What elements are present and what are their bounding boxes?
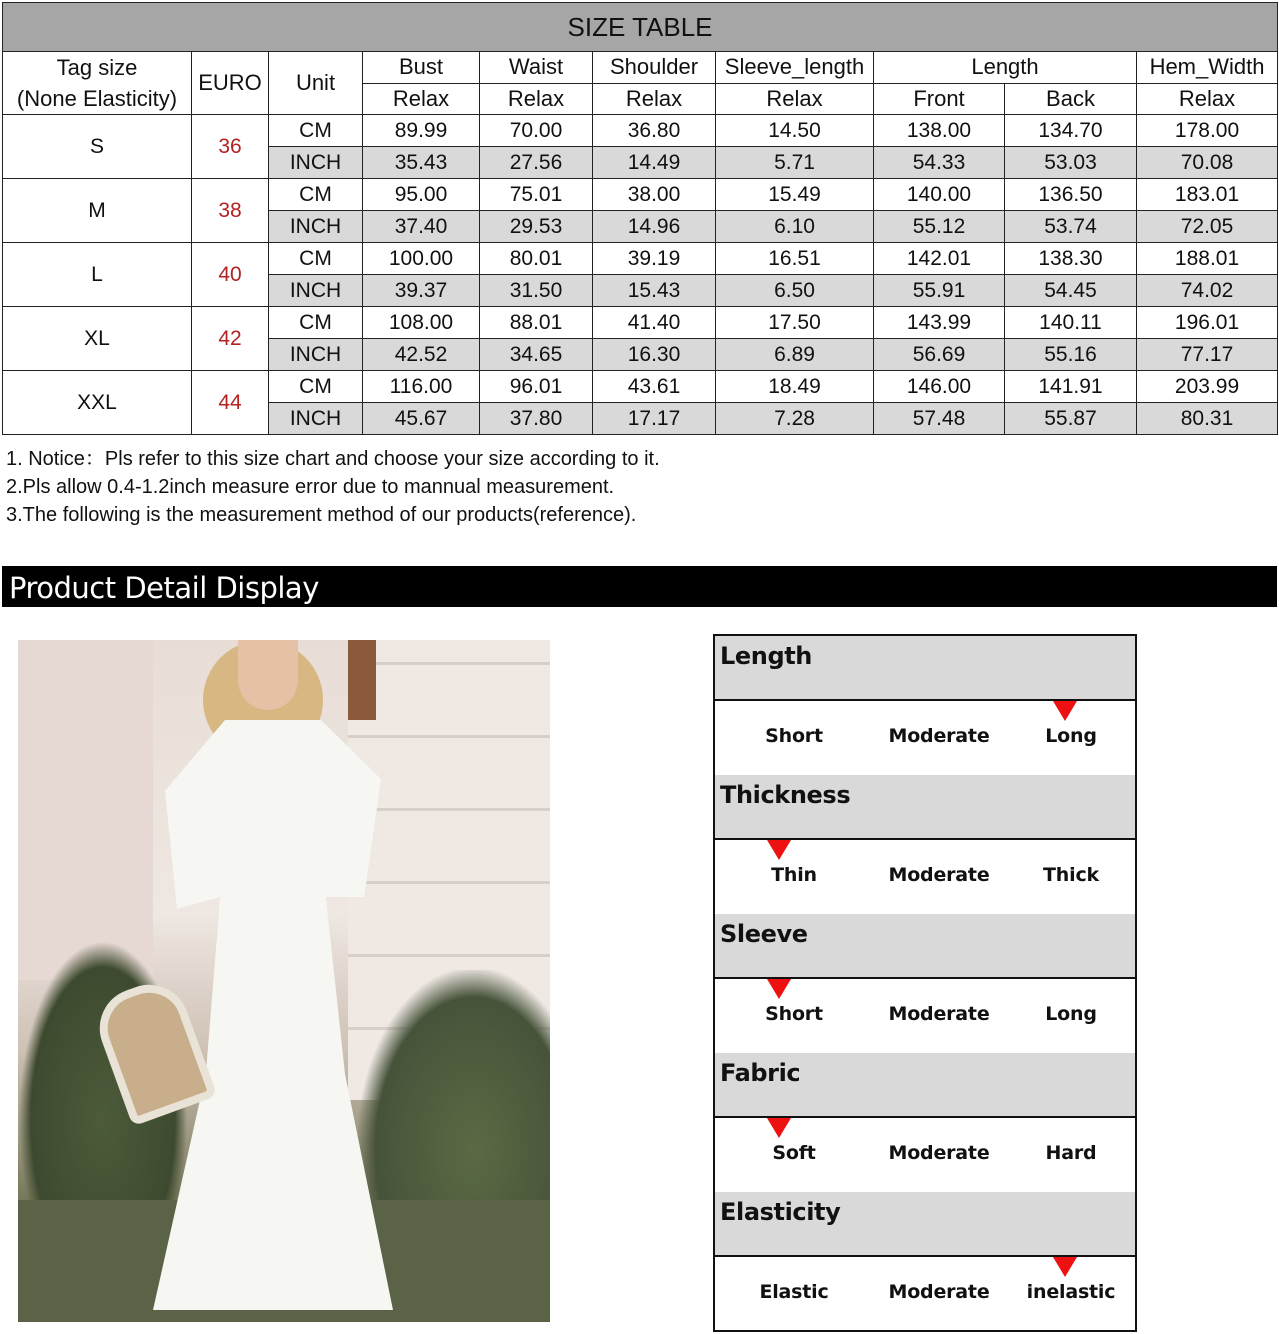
euro-size: 40 (192, 243, 269, 307)
note-3: 3.The following is the measurement method of our products(reference). (6, 504, 637, 526)
measurement-cell: 39.37 (363, 275, 480, 307)
size-label: M (3, 179, 192, 243)
header-sleeve-length: Sleeve_length (716, 52, 874, 84)
attribute-option: Short (765, 1003, 823, 1025)
section-title-product-detail: Product Detail Display (2, 566, 1277, 607)
measurement-cell: 80.01 (480, 243, 593, 275)
subheader-bust: Relax (363, 83, 480, 115)
measurement-cell: 45.67 (363, 403, 480, 435)
measurement-cell: 15.49 (716, 179, 874, 211)
subheader-front: Front (874, 83, 1005, 115)
attribute-option: Moderate (888, 1003, 990, 1025)
unit-label: CM (269, 307, 363, 339)
measurement-cell: 35.43 (363, 147, 480, 179)
notes (6, 445, 660, 529)
attribute-scale-thickness (715, 840, 1135, 914)
measurement-cell: 6.50 (716, 275, 874, 307)
measurement-cell: 54.45 (1005, 275, 1137, 307)
header-euro: EURO (192, 52, 269, 115)
measurement-cell: 55.16 (1005, 339, 1137, 371)
subheader-hem-width: Relax (1137, 83, 1278, 115)
header-tag-size (3, 52, 192, 115)
measurement-cell: 146.00 (874, 371, 1005, 403)
measurement-cell: 43.61 (593, 371, 716, 403)
measurement-cell: 134.70 (1005, 115, 1137, 147)
subheader-waist: Relax (480, 83, 593, 115)
measurement-cell: 96.01 (480, 371, 593, 403)
header-bust: Bust (363, 52, 480, 84)
measurement-cell: 142.01 (874, 243, 1005, 275)
measurement-cell: 75.01 (480, 179, 593, 211)
table-row (3, 179, 1278, 211)
photo-model-face (238, 640, 298, 710)
note-2: 2.Pls allow 0.4-1.2inch measure error due to mannual measurement. (6, 476, 615, 498)
measurement-cell: 138.00 (874, 115, 1005, 147)
photo-wall (18, 640, 153, 980)
measurement-cell: 18.49 (716, 371, 874, 403)
header-length: Length (874, 52, 1137, 84)
unit-label: INCH (269, 211, 363, 243)
attribute-option: Moderate (888, 864, 990, 886)
attribute-option: Thick (1043, 864, 1099, 886)
attribute-heading-sleeve: Sleeve (715, 914, 1135, 979)
attribute-option: Long (1045, 1003, 1097, 1025)
attribute-option: Moderate (888, 1281, 990, 1303)
euro-size: 38 (192, 179, 269, 243)
attribute-option: Moderate (888, 725, 990, 747)
measurement-cell: 27.56 (480, 147, 593, 179)
selected-marker-icon (767, 840, 791, 860)
measurement-cell: 16.30 (593, 339, 716, 371)
size-label: L (3, 243, 192, 307)
measurement-cell: 53.03 (1005, 147, 1137, 179)
measurement-cell: 136.50 (1005, 179, 1137, 211)
header-shoulder: Shoulder (593, 52, 716, 84)
measurement-cell: 15.43 (593, 275, 716, 307)
attribute-heading-length: Length (715, 636, 1135, 701)
unit-label: CM (269, 243, 363, 275)
attribute-scale-elasticity (715, 1257, 1135, 1329)
measurement-cell: 140.11 (1005, 307, 1137, 339)
unit-label: INCH (269, 147, 363, 179)
measurement-cell: 34.65 (480, 339, 593, 371)
subheader-shoulder: Relax (593, 83, 716, 115)
attribute-heading-fabric: Fabric (715, 1053, 1135, 1118)
measurement-cell: 53.74 (1005, 211, 1137, 243)
measurement-cell: 77.17 (1137, 339, 1278, 371)
table-row (3, 307, 1278, 339)
measurement-cell: 37.80 (480, 403, 593, 435)
measurement-cell: 70.08 (1137, 147, 1278, 179)
measurement-cell: 203.99 (1137, 371, 1278, 403)
measurement-cell: 55.87 (1005, 403, 1137, 435)
header-hem-width: Hem_Width (1137, 52, 1278, 84)
photo-door (348, 640, 376, 720)
measurement-cell: 6.10 (716, 211, 874, 243)
measurement-cell: 31.50 (480, 275, 593, 307)
measurement-cell: 143.99 (874, 307, 1005, 339)
attribute-option: Soft (772, 1142, 816, 1164)
unit-label: CM (269, 179, 363, 211)
measurement-cell: 55.91 (874, 275, 1005, 307)
measurement-cell: 36.80 (593, 115, 716, 147)
measurement-cell: 100.00 (363, 243, 480, 275)
measurement-cell: 138.30 (1005, 243, 1137, 275)
selected-marker-icon (1053, 1257, 1077, 1277)
measurement-cell: 29.53 (480, 211, 593, 243)
measurement-cell: 57.48 (874, 403, 1005, 435)
subheader-back: Back (1005, 83, 1137, 115)
measurement-cell: 14.49 (593, 147, 716, 179)
selected-marker-icon (767, 1118, 791, 1138)
measurement-cell: 54.33 (874, 147, 1005, 179)
measurement-cell: 72.05 (1137, 211, 1278, 243)
measurement-cell: 116.00 (363, 371, 480, 403)
measurement-cell: 95.00 (363, 179, 480, 211)
attribute-scale-sleeve (715, 979, 1135, 1053)
measurement-cell: 16.51 (716, 243, 874, 275)
size-label: XL (3, 307, 192, 371)
euro-size: 42 (192, 307, 269, 371)
measurement-cell: 89.99 (363, 115, 480, 147)
euro-size: 36 (192, 115, 269, 179)
measurement-cell: 14.50 (716, 115, 874, 147)
measurement-cell: 38.00 (593, 179, 716, 211)
size-label: S (3, 115, 192, 179)
measurement-cell: 37.40 (363, 211, 480, 243)
measurement-cell: 5.71 (716, 147, 874, 179)
size-table (2, 2, 1278, 435)
unit-label: CM (269, 115, 363, 147)
measurement-cell: 41.40 (593, 307, 716, 339)
attribute-option: Short (765, 725, 823, 747)
selected-marker-icon (1053, 701, 1077, 721)
measurement-cell: 55.12 (874, 211, 1005, 243)
note-1: 1. Notice：Pls refer to this size chart and choose your size according to it. (6, 448, 660, 470)
euro-size: 44 (192, 371, 269, 435)
measurement-cell: 183.01 (1137, 179, 1278, 211)
measurement-cell: 178.00 (1137, 115, 1278, 147)
attribute-heading-thickness: Thickness (715, 775, 1135, 840)
size-table-title: SIZE TABLE (3, 3, 1278, 52)
table-row (3, 243, 1278, 275)
attribute-scale-fabric (715, 1118, 1135, 1192)
measurement-cell: 74.02 (1137, 275, 1278, 307)
header-tag-size-label: Tag size (56, 55, 138, 80)
measurement-cell: 7.28 (716, 403, 874, 435)
attribute-panel (713, 634, 1137, 1332)
attribute-option: Thin (771, 864, 817, 886)
unit-label: INCH (269, 403, 363, 435)
attribute-heading-elasticity: Elasticity (715, 1192, 1135, 1257)
size-label: XXL (3, 371, 192, 435)
measurement-cell: 196.01 (1137, 307, 1278, 339)
measurement-cell: 108.00 (363, 307, 480, 339)
attribute-option: Hard (1045, 1142, 1097, 1164)
measurement-cell: 14.96 (593, 211, 716, 243)
attribute-option: inelastic (1026, 1281, 1116, 1303)
measurement-cell: 42.52 (363, 339, 480, 371)
measurement-cell: 56.69 (874, 339, 1005, 371)
measurement-cell: 88.01 (480, 307, 593, 339)
product-photo (18, 640, 550, 1322)
attribute-option: Long (1045, 725, 1097, 747)
measurement-cell: 17.17 (593, 403, 716, 435)
subheader-sleeve-length: Relax (716, 83, 874, 115)
measurement-cell: 141.91 (1005, 371, 1137, 403)
unit-label: INCH (269, 275, 363, 307)
header-tag-size-note: (None Elasticity) (16, 86, 178, 111)
measurement-cell: 80.31 (1137, 403, 1278, 435)
measurement-cell: 140.00 (874, 179, 1005, 211)
measurement-cell: 70.00 (480, 115, 593, 147)
table-row (3, 371, 1278, 403)
header-unit: Unit (269, 52, 363, 115)
attribute-scale-length (715, 701, 1135, 775)
measurement-cell: 188.01 (1137, 243, 1278, 275)
unit-label: CM (269, 371, 363, 403)
attribute-option: Moderate (888, 1142, 990, 1164)
measurement-cell: 17.50 (716, 307, 874, 339)
header-waist: Waist (480, 52, 593, 84)
table-row (3, 115, 1278, 147)
measurement-cell: 6.89 (716, 339, 874, 371)
measurement-cell: 39.19 (593, 243, 716, 275)
selected-marker-icon (767, 979, 791, 999)
attribute-option: Elastic (759, 1281, 829, 1303)
unit-label: INCH (269, 339, 363, 371)
